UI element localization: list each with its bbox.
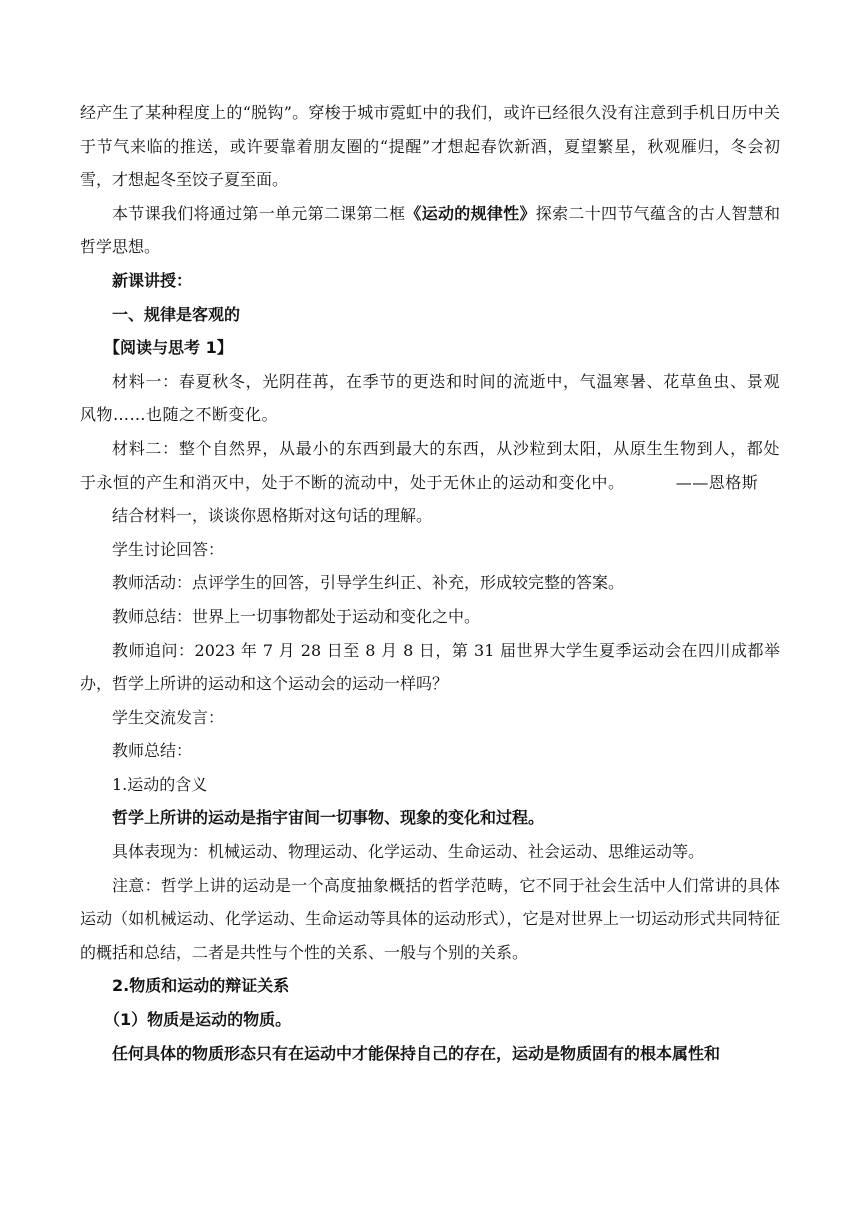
teacher-ask: 教师追问：2023 年 7 月 28 日至 8 月 8 日，第 31 届世界大学生夏季运动会在四川成都举办，哲学上所讲的运动和这个运动会的运动一样吗？ xyxy=(80,640,780,694)
intro-paragraph-2 xyxy=(80,197,780,264)
teacher-summary-2: 教师总结： xyxy=(112,741,193,761)
read-think-heading: 【阅读与思考 1】 xyxy=(104,338,233,358)
document-page xyxy=(80,96,780,1070)
intro-paragraph-1: 经产生了某种程度上的“脱钩”。穿梭于城市霓虹中的我们，或许已经很久没有注意到手机日历中关于节气来临的推送，或许要靠着朋友圈的“提醒”才想起春饮新酒，夏望繁星，秋观雁归，冬会初雪，才想起冬至饺子夏至面。 xyxy=(80,103,780,190)
material-two-text: 材料二：整个自然界，从最小的东西到最大的东西，从沙粒到太阳，从原生生物到人，都处于永恒的产生和消灭中，处于不断的流动中，处于无休止的运动和变化中。 xyxy=(80,438,780,492)
section-heading-1: 一、规律是客观的 xyxy=(112,304,241,324)
material-two-author: ——恩格斯 xyxy=(675,472,759,492)
material-one: 材料一：春夏秋冬，光阴荏苒，在季节的更迭和时间的流逝中，气温寒暑、花草鱼虫、景观风物……也随之不断变化。 xyxy=(80,371,780,425)
student-speak: 学生交流发言： xyxy=(112,707,225,727)
heading-dialectical-relation: 2.物质和运动的辩证关系 xyxy=(112,976,290,996)
question-one: 结合材料一，谈谈你恩格斯对这句话的理解。 xyxy=(112,506,433,526)
teacher-summary-1: 教师总结：世界上一切事物都处于运动和变化之中。 xyxy=(112,606,481,626)
last-line: 任何具体的物质形态只有在运动中才能保持自己的存在，运动是物质固有的根本属性和 xyxy=(112,1043,721,1063)
new-lesson-heading: 新课讲授： xyxy=(112,270,193,290)
material-two xyxy=(80,432,780,499)
motion-note: 注意：哲学上讲的运动是一个高度抽象概括的哲学范畴，它不同于社会生活中人们常讲的具体运动（如机械运动、化学运动、生命运动等具体的运动形式），它是对世界上一切运动形式共同特征的概括和总结，二者是共性与个性的关系、一般与个别的关系。 xyxy=(80,875,780,962)
teacher-activity: 教师活动：点评学生的回答，引导学生纠正、补充，形成较完整的答案。 xyxy=(112,573,625,593)
intro-text-b: 探索二十四节气蕴含的古人智慧和哲学思想。 xyxy=(80,203,780,257)
lesson-title: 《运动的规律性》 xyxy=(405,203,536,223)
intro-text-a: 本节课我们将通过第一单元第二课第二框 xyxy=(112,203,406,223)
sub-heading-1: （1）物质是运动的物质。 xyxy=(104,1010,292,1030)
heading-motion-meaning: 1.运动的含义 xyxy=(112,774,208,794)
motion-manifestation: 具体表现为：机械运动、物理运动、化学运动、生命运动、社会运动、思维运动等。 xyxy=(112,842,705,862)
student-discuss: 学生讨论回答： xyxy=(112,539,225,559)
motion-definition: 哲学上所讲的运动是指宇宙间一切事物、现象的变化和过程。 xyxy=(112,808,545,828)
